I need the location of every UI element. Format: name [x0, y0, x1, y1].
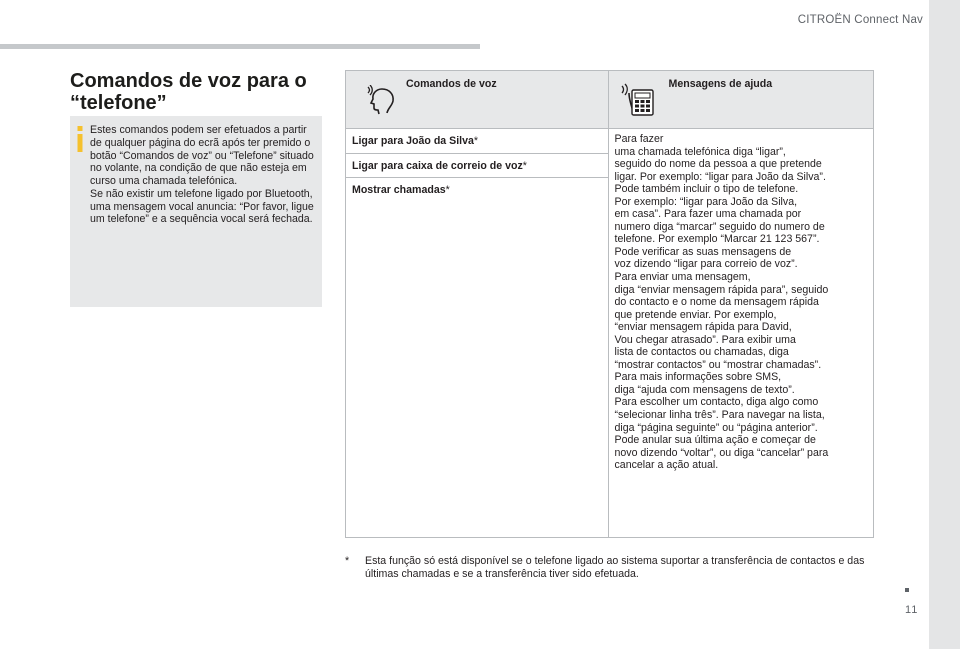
command-text: Ligar para João da Silva [352, 135, 474, 147]
command-text: Ligar para caixa de correio de voz [352, 159, 523, 172]
footnote-marker: * [345, 555, 350, 567]
page-number: 11 [905, 604, 919, 616]
voice-commands-table [345, 70, 874, 538]
command-asterisk: * [445, 184, 450, 197]
top-rule [0, 44, 480, 49]
column-header-commands-label: Comandos de voz [406, 78, 497, 90]
command-text: Mostrar chamadas [352, 184, 446, 197]
footnote-text: Esta função só está disponível se o telefone ligado ao sistema suportar a transferência de contactos e das últimas chamadas e se a transferência tiver sido efetuada. [365, 555, 865, 580]
page-edge-strip [929, 0, 960, 649]
column-header-help [608, 71, 874, 129]
section-title: Comandos de voz para o “telefone” [70, 70, 307, 114]
voice-command-icon [366, 85, 396, 115]
manual-header: CITROËN Connect Nav [797, 14, 923, 26]
help-message: Para fazer uma chamada telefónica diga “ligar”, seguido do nome da pessoa a que pretende ligar. Por exemplo: “ligar para João da Silva”. Pode também incluir o tipo de telefone. Por exemplo: “ligar para João da Silva, em casa”. Para fazer uma chamada por numero diga “marcar” seguido do numero de telefone. Por exemplo “Marcar 21 123 567”. Pode verificar as suas mensagens de voz dizendo “ligar para correio de voz”. Para enviar uma mensagem, diga “enviar mensagem rápida para”, seguido do contacto e o nome da mensagem rápida que pretende enviar. Por exemplo, “enviar mensagem rápida para David, Vou chegar atrasado”. Para exibir uma lista de contactos ou chamadas, diga “mostrar contactos” ou “mostrar chamadas”. Para mais informações sobre SMS, diga “ajuda com mensagens de texto”. Para escolher um contacto, diga algo como “selecionar linha três”. Para navegar na lista, diga “página seguinte” ou “página anterior”. Pode anular sua última ação e começar de novo dizendo “voltar”, ou diga “cancelar” para cancelar a ação atual. [608, 129, 874, 538]
command-row [346, 178, 609, 538]
phone-keypad-voice-icon [619, 83, 655, 117]
info-text: Estes comandos podem ser efetuados a partir de qualquer página do ecrã após ter premido o botão “Comandos de voz” ou “Telefone” situado no volante, na condição de que não esteja em curso uma chamada telefónica. Se não existir um telefone ligado por Bluetooth, uma mensagem vocal anuncia: “Por favor, ligue um telefone” e a sequência vocal será fechada. [90, 124, 314, 226]
command-asterisk: * [522, 159, 527, 172]
page-dot [905, 588, 909, 592]
info-icon [75, 126, 85, 152]
command-asterisk: * [473, 135, 478, 147]
command-row [346, 153, 609, 178]
command-row [346, 129, 609, 154]
column-header-commands [346, 71, 609, 129]
column-header-help-label: Mensagens de ajuda [668, 78, 773, 90]
